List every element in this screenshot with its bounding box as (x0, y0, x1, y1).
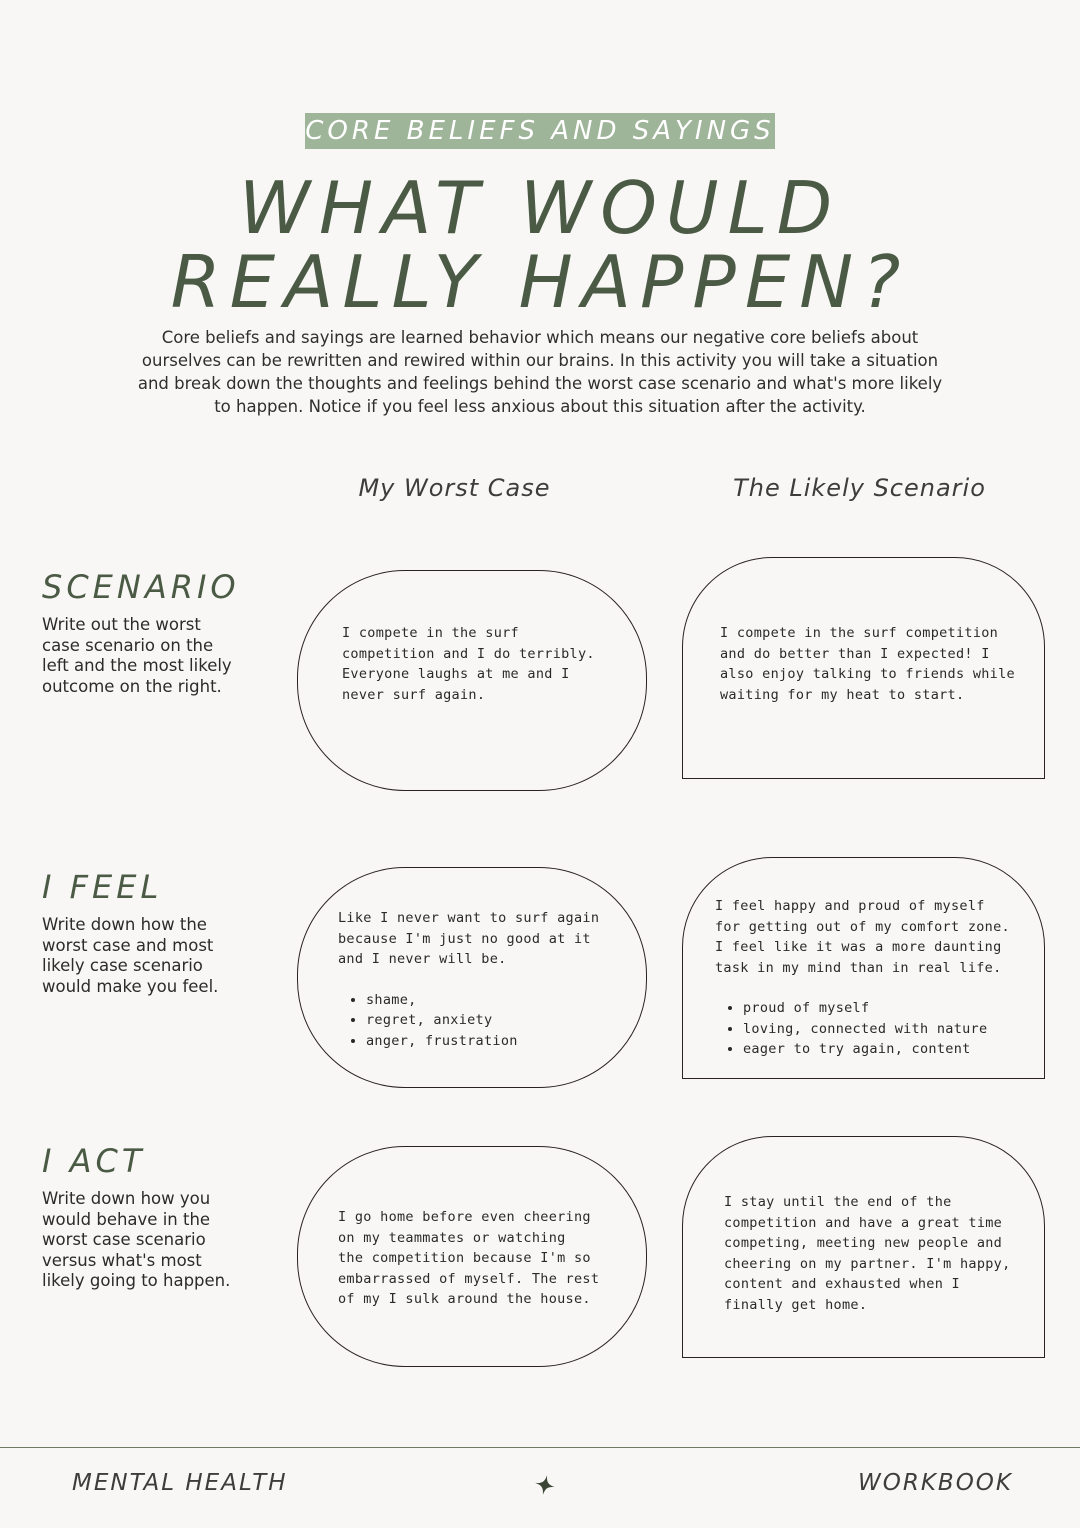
section-desc-feel: Write down how the worst case and most likely case scenario would make you feel. (42, 915, 219, 996)
section-title-feel: I FEEL (42, 868, 163, 906)
worst-case-act-text: I go home before even cheering on my teammates or watching the competition because I'm so embarrassed of myself. The rest of my I sulk around the house. (338, 1209, 600, 1307)
likely-scenario-box[interactable] (682, 557, 1045, 779)
page-title-line-1: WHAT WOULD (238, 166, 842, 250)
footer-divider (0, 1447, 1080, 1448)
column-heading-likely: The Likely Scenario (733, 474, 986, 502)
likely-feel-list (715, 998, 1036, 1060)
likely-act-box[interactable] (682, 1136, 1045, 1358)
list-item: • loving, connected with nature (743, 1019, 1036, 1040)
list-item: • anger, frustration (366, 1031, 630, 1052)
column-heading-worst: My Worst Case (358, 474, 551, 502)
worst-case-feel-list (338, 990, 630, 1052)
section-desc-act: Write down how you would behave in the worst case scenario versus what's most likely going to happen. (42, 1189, 231, 1290)
section-title-scenario: SCENARIO (42, 568, 240, 606)
worst-case-act-box[interactable] (297, 1146, 647, 1367)
list-item: • proud of myself (743, 998, 1036, 1019)
intro-paragraph: Core beliefs and sayings are learned behavior which means our negative core beliefs about ourselves can be rewritten and rewired within our brains. In this activity you will take a situation and break down the thoughts and feelings behind the worst case scenario and what's more likely to happen. Notice if you feel less anxious about this situation after the activity. (137, 328, 943, 416)
section-title-act: I ACT (42, 1142, 146, 1180)
list-item: • eager to try again, content (743, 1039, 1036, 1060)
footer-right-label: WORKBOOK (858, 1470, 1013, 1496)
worst-case-scenario-text: I compete in the surf competition and I do terribly. Everyone laughs at me and I never surf again. (342, 625, 595, 703)
worst-case-scenario-box[interactable] (297, 570, 647, 791)
list-item: • regret, anxiety (366, 1010, 630, 1031)
likely-feel-text: I feel happy and proud of myself for getting out of my comfort zone. I feel like it was a more daunting task in my mind than in real life. (715, 898, 1010, 976)
page-title-line-2: REALLY HAPPEN? (170, 240, 910, 324)
footer-left-label: MENTAL HEALTH (72, 1470, 288, 1496)
section-tag: CORE BELIEFS AND SAYINGS (305, 113, 775, 149)
list-item: • shame, (366, 990, 630, 1011)
sparkle-icon (533, 1473, 557, 1497)
likely-act-text: I stay until the end of the competition and have a great time competing, meeting new people and cheering on my partner. I'm happy, content and exhausted when I finally get home. (724, 1194, 1011, 1313)
section-desc-scenario: Write out the worst case scenario on the left and the most likely outcome on the right. (42, 615, 232, 696)
worst-case-feel-text: Like I never want to surf again because I'm just no good at it and I never will be. (338, 910, 600, 967)
worst-case-feel-box[interactable] (297, 867, 647, 1088)
likely-feel-box[interactable] (682, 857, 1045, 1079)
likely-scenario-text: I compete in the surf competition and do better than I expected! I also enjoy talking to friends while waiting for my heat to start. (720, 625, 1015, 703)
